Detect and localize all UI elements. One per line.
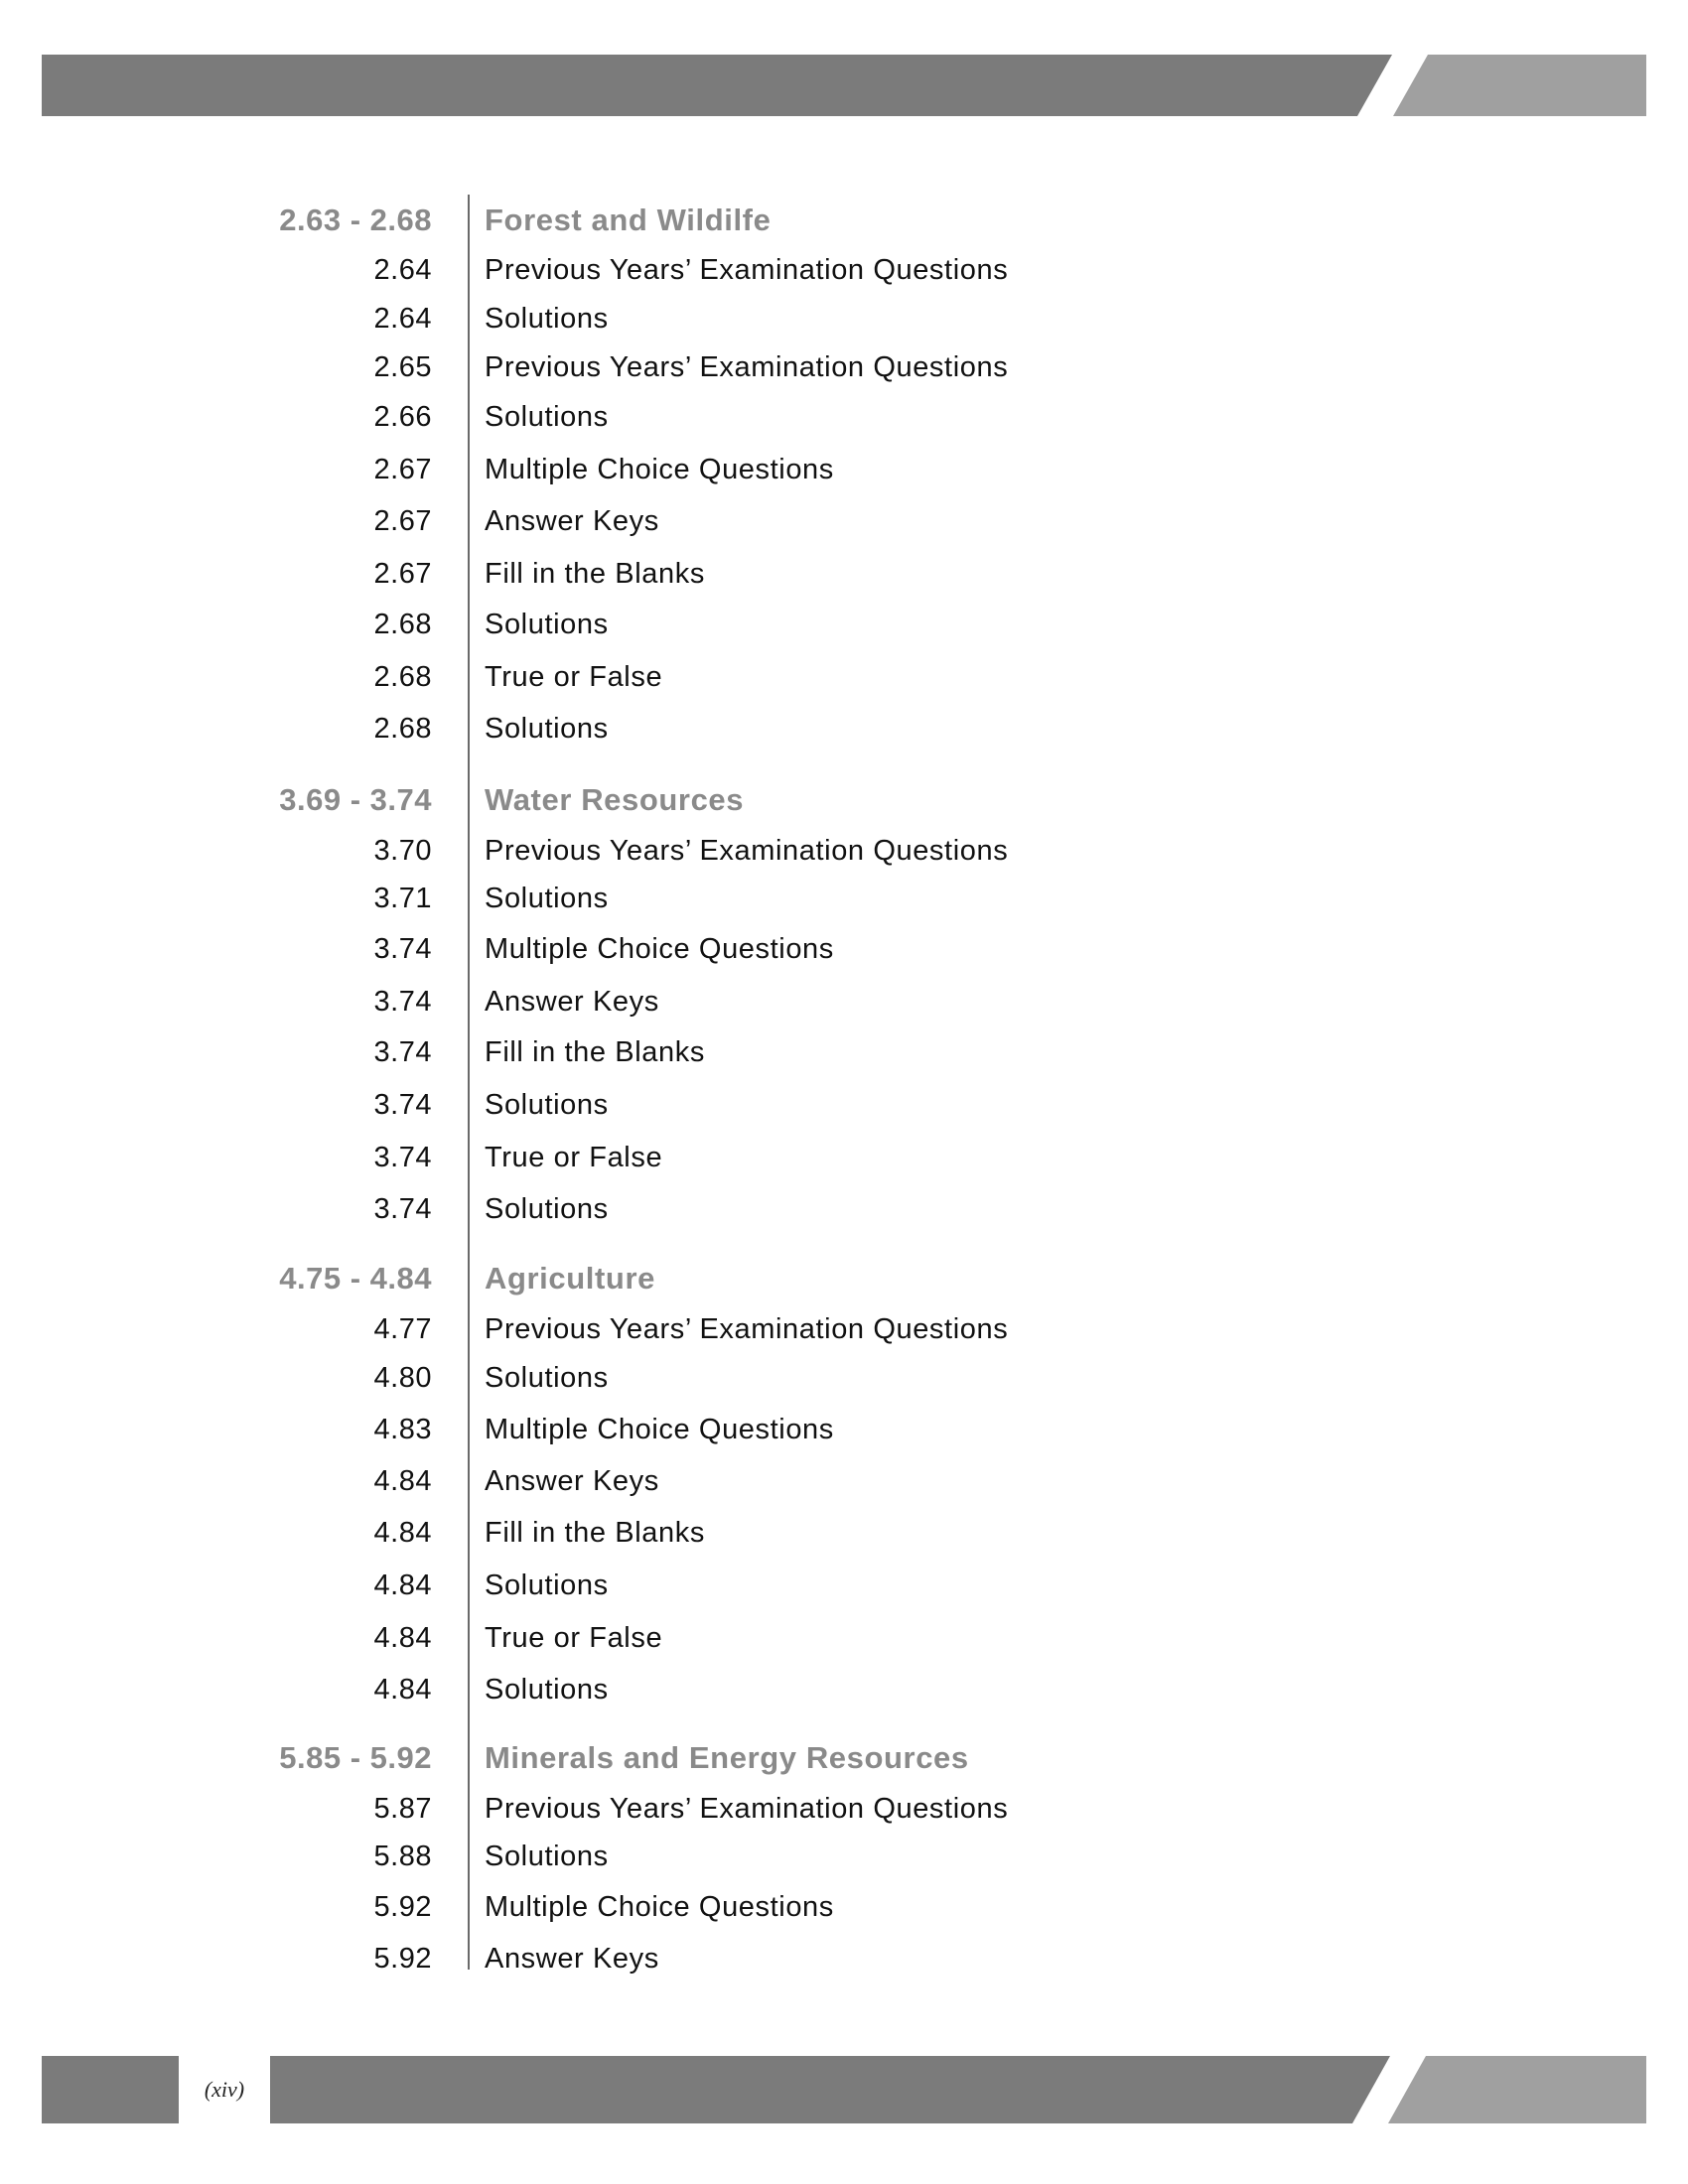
entry-page-number: 4.84 (373, 1517, 432, 1549)
entry-title: Solutions (485, 883, 609, 914)
entry-title: Multiple Choice Questions (485, 1414, 834, 1445)
entry-page-number: 5.92 (373, 1943, 432, 1975)
entry-page-number: 4.84 (373, 1570, 432, 1601)
entry-title: True or False (485, 661, 663, 693)
entry-page-number: 5.92 (373, 1891, 432, 1923)
toc-entry[interactable] (0, 1408, 1688, 1451)
toc-entry[interactable] (0, 877, 1688, 920)
toc-entry[interactable] (0, 655, 1688, 699)
entry-title: Solutions (485, 1841, 609, 1872)
toc-entry[interactable] (0, 1459, 1688, 1503)
entry-page-number: 2.67 (373, 505, 432, 537)
entry-page-number: 4.80 (373, 1362, 432, 1394)
entry-page-number: 3.70 (373, 835, 432, 867)
entry-title: True or False (485, 1142, 663, 1173)
section-title: Minerals and Energy Resources (485, 1740, 969, 1775)
toc-entry[interactable] (0, 1668, 1688, 1711)
entry-page-number: 5.88 (373, 1841, 432, 1872)
toc-section-heading[interactable] (0, 199, 1688, 242)
entry-page-number: 5.87 (373, 1793, 432, 1825)
toc-entry[interactable] (0, 707, 1688, 751)
toc-entry[interactable] (0, 499, 1688, 543)
entry-title: Previous Years’ Examination Questions (485, 835, 1009, 867)
footer-band-light (1388, 2056, 1646, 2123)
entry-title: Multiple Choice Questions (485, 1891, 834, 1923)
entry-title: Solutions (485, 713, 609, 745)
toc-entry[interactable] (0, 1835, 1688, 1878)
toc-section-heading[interactable] (0, 778, 1688, 822)
entry-title: Previous Years’ Examination Questions (485, 254, 1009, 286)
entry-page-number: 4.84 (373, 1622, 432, 1654)
entry-title: Fill in the Blanks (485, 558, 705, 590)
entry-title: Solutions (485, 1089, 609, 1121)
toc-entry[interactable] (0, 927, 1688, 971)
entry-title: Solutions (485, 303, 609, 335)
entry-page-number: 2.64 (373, 254, 432, 286)
entry-title: Solutions (485, 1362, 609, 1394)
entry-title: Previous Years’ Examination Questions (485, 1313, 1009, 1345)
toc-entry[interactable] (0, 1511, 1688, 1555)
toc-entry[interactable] (0, 297, 1688, 341)
entry-page-number: 3.71 (373, 883, 432, 914)
toc-entry[interactable] (0, 829, 1688, 873)
entry-title: Solutions (485, 1674, 609, 1706)
entry-title: Solutions (485, 1193, 609, 1225)
toc-entry[interactable] (0, 1136, 1688, 1179)
entry-page-number: 2.66 (373, 401, 432, 433)
entry-page-number: 2.67 (373, 454, 432, 485)
toc-entry[interactable] (0, 552, 1688, 596)
entry-title: Fill in the Blanks (485, 1036, 705, 1068)
entry-page-number: 3.74 (373, 1036, 432, 1068)
toc-entry[interactable] (0, 345, 1688, 389)
entry-title: Previous Years’ Examination Questions (485, 1793, 1009, 1825)
entry-title: Solutions (485, 401, 609, 433)
entry-page-number: 3.74 (373, 986, 432, 1018)
entry-page-number: 4.83 (373, 1414, 432, 1445)
section-page-range: 4.75 - 4.84 (279, 1261, 432, 1296)
toc-entry[interactable] (0, 1187, 1688, 1231)
entry-page-number: 4.77 (373, 1313, 432, 1345)
entry-page-number: 3.74 (373, 1193, 432, 1225)
toc-entry[interactable] (0, 1616, 1688, 1660)
section-page-range: 5.85 - 5.92 (279, 1740, 432, 1775)
toc-entry[interactable] (0, 1356, 1688, 1400)
entry-title: Answer Keys (485, 986, 659, 1018)
section-title: Forest and Wildilfe (485, 203, 772, 237)
entry-title: Solutions (485, 1570, 609, 1601)
toc-entry[interactable] (0, 395, 1688, 439)
entry-title: Answer Keys (485, 505, 659, 537)
toc-section-heading[interactable] (0, 1736, 1688, 1780)
entry-page-number: 3.74 (373, 933, 432, 965)
entry-title: Fill in the Blanks (485, 1517, 705, 1549)
entry-page-number: 2.68 (373, 713, 432, 745)
entry-title: Solutions (485, 609, 609, 640)
section-title: Water Resources (485, 782, 745, 817)
entry-page-number: 2.68 (373, 609, 432, 640)
entry-page-number: 4.84 (373, 1465, 432, 1497)
section-title: Agriculture (485, 1261, 655, 1296)
entry-title: Multiple Choice Questions (485, 454, 834, 485)
toc-entry[interactable] (0, 448, 1688, 491)
toc-entry[interactable] (0, 1885, 1688, 1929)
toc-entry[interactable] (0, 1564, 1688, 1607)
toc-entry[interactable] (0, 1030, 1688, 1074)
entry-title: Multiple Choice Questions (485, 933, 834, 965)
toc-entry[interactable] (0, 603, 1688, 646)
toc-entry[interactable] (0, 980, 1688, 1024)
section-page-range: 3.69 - 3.74 (279, 782, 432, 817)
entry-page-number: 4.84 (373, 1674, 432, 1706)
entry-page-number: 2.67 (373, 558, 432, 590)
entry-title: Previous Years’ Examination Questions (485, 351, 1009, 383)
page-number: (xiv) (179, 2056, 270, 2123)
entry-page-number: 3.74 (373, 1142, 432, 1173)
entry-title: True or False (485, 1622, 663, 1654)
entry-page-number: 3.74 (373, 1089, 432, 1121)
entry-page-number: 2.64 (373, 303, 432, 335)
entry-title: Answer Keys (485, 1465, 659, 1497)
toc-entry[interactable] (0, 1937, 1688, 1980)
toc-entry[interactable] (0, 248, 1688, 292)
section-page-range: 2.63 - 2.68 (279, 203, 432, 237)
toc-entry[interactable] (0, 1787, 1688, 1831)
entry-title: Answer Keys (485, 1943, 659, 1975)
toc-entry[interactable] (0, 1307, 1688, 1351)
toc-entry[interactable] (0, 1083, 1688, 1127)
toc-section-heading[interactable] (0, 1257, 1688, 1300)
entry-page-number: 2.65 (373, 351, 432, 383)
entry-page-number: 2.68 (373, 661, 432, 693)
